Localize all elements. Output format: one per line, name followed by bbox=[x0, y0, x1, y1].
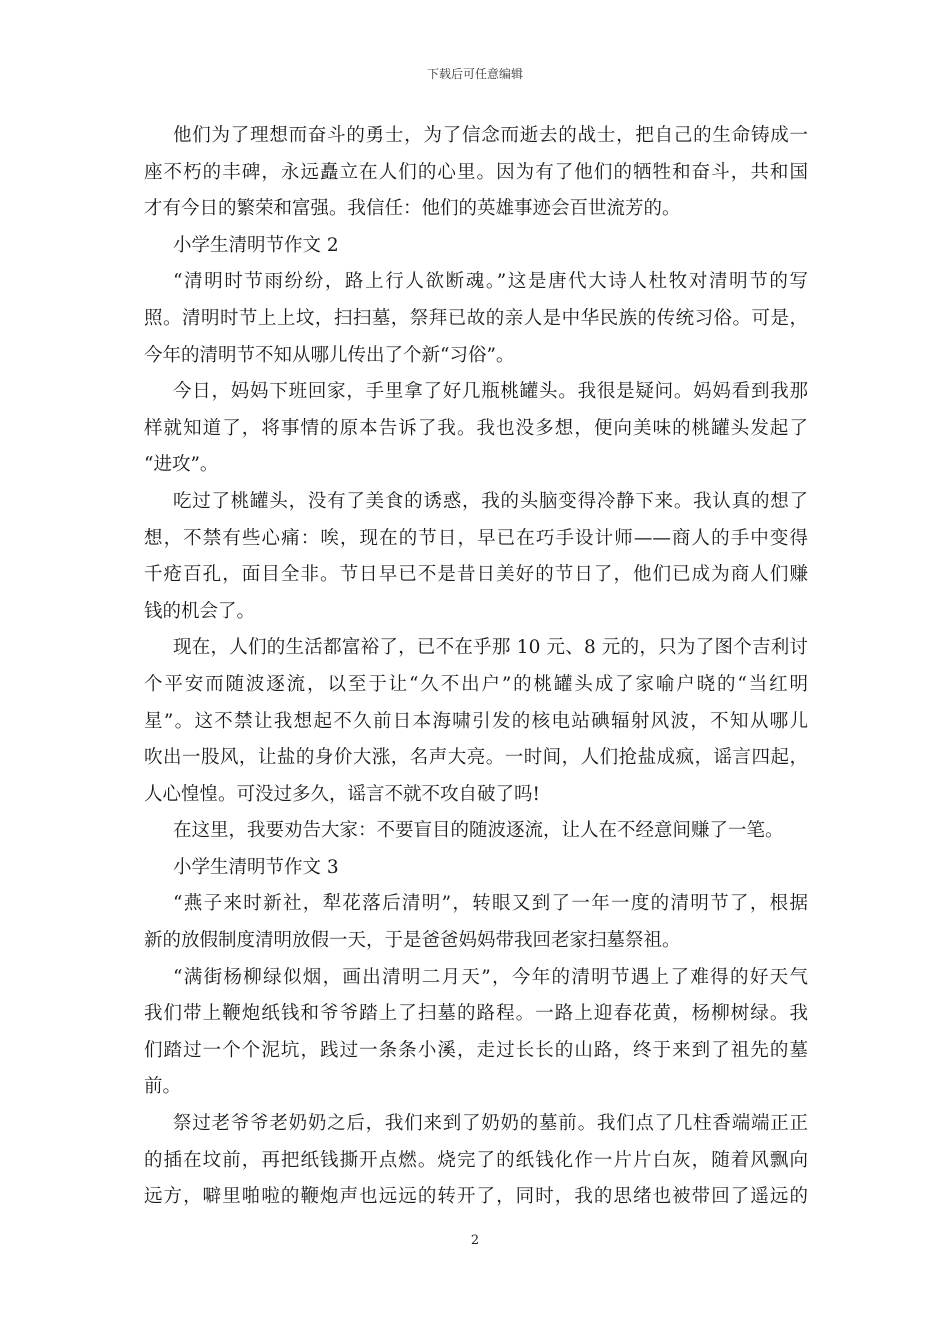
text-line: 小学生清明节作文 2 bbox=[173, 234, 339, 256]
text-line: “满街杨柳绿似烟，画出清明二月天”，今年的清明节遇上了难得的好天气 bbox=[173, 966, 808, 988]
page-header: 下载后可任意编辑 bbox=[426, 67, 523, 81]
text-line: 座不朽的丰碑，永远矗立在人们的心里。因为有了他们的牺牲和奋斗，共和国 bbox=[144, 161, 808, 183]
text-line: “清明时节雨纷纷，路上行人欲断魂。”这是唐代大诗人杜牧对清明节的写 bbox=[173, 271, 808, 293]
text-line: 祭过老爷爷老奶奶之后，我们来到了奶奶的墓前。我们点了几柱香端端正正 bbox=[173, 1113, 808, 1135]
text-line: 吃过了桃罐头，没有了美食的诱惑，我的头脑变得冷静下来。我认真的想了 bbox=[173, 490, 808, 512]
text-line: 今日，妈妈下班回家，手里拿了好几瓶桃罐头。我很是疑问。妈妈看到我那 bbox=[173, 381, 808, 403]
text-line: 才有今日的繁荣和富强。我信任：他们的英雄事迹会百世流芳的。 bbox=[144, 198, 681, 220]
text-line: 他们为了理想而奋斗的勇士，为了信念而逝去的战士，把自己的生命铸成一 bbox=[173, 125, 808, 146]
text-line: “进攻”。 bbox=[144, 454, 219, 476]
text-line: “燕子来时新社，犁花落后清明”，转眼又到了一年一度的清明节了，根据 bbox=[173, 893, 808, 915]
text-line: 照。清明时节上上坟，扫扫墓，祭拜已故的亲人是中华民族的传统习俗。可是， bbox=[144, 307, 808, 329]
text-line: 现在，人们的生活都富裕了，已不在乎那 10 元、8 元的，只为了图个吉利讨 bbox=[173, 637, 808, 659]
text-line: 钱的机会了。 bbox=[144, 600, 256, 622]
text-line: 吹出一股风，让盐的身价大涨，名声大亮。一时间，人们抢盐成疯，谣言四起， bbox=[144, 747, 808, 769]
text-line: 今年的清明节不知从哪儿传出了个新“习俗”。 bbox=[144, 344, 515, 366]
text-line: 人心惶惶。可没过多久，谣言不就不攻自破了吗! bbox=[144, 783, 540, 805]
text-line: 想，不禁有些心痛：唉，现在的节日，早已在巧手设计师——商人的手中变得 bbox=[144, 527, 808, 549]
document-body bbox=[144, 118, 808, 1216]
text-line: 新的放假制度清明放假一天，于是爸爸妈妈带我回老家扫墓祭祖。 bbox=[144, 930, 681, 952]
text-line: 千疮百孔，面目全非。节日早已不是昔日美好的节日了，他们已成为商人们赚 bbox=[144, 564, 808, 586]
text-line: 我们带上鞭炮纸钱和爷爷踏上了扫墓的路程。一路上迎春花黄，杨柳树绿。我 bbox=[144, 1003, 808, 1025]
text-line: 前。 bbox=[144, 1076, 182, 1098]
text-line: 小学生清明节作文 3 bbox=[173, 856, 339, 878]
text-line: 远方，噼里啪啦的鞭炮声也远远的转开了，同时，我的思绪也被带回了遥远的 bbox=[144, 1186, 808, 1208]
text-line: 星”。这不禁让我想起不久前日本海啸引发的核电站碘辐射风波，不知从哪儿 bbox=[144, 710, 808, 732]
text-line: 的插在坟前，再把纸钱撕开点燃。烧完了的纸钱化作一片片白灰，随着风飘向 bbox=[144, 1149, 808, 1171]
text-line: 们踏过一个个泥坑，践过一条条小溪，走过长长的山路，终于来到了祖先的墓 bbox=[144, 1039, 808, 1061]
page-number: 2 bbox=[470, 1233, 480, 1248]
text-line: 样就知道了，将事情的原本告诉了我。我也没多想，便向美味的桃罐头发起了 bbox=[144, 417, 808, 439]
text-line: 个平安而随波逐流，以至于让“久不出户”的桃罐头成了家喻户晓的“当红明 bbox=[144, 673, 808, 695]
text-line: 在这里，我要劝告大家：不要盲目的随波逐流，让人在不经意间赚了一笔。 bbox=[173, 820, 784, 842]
